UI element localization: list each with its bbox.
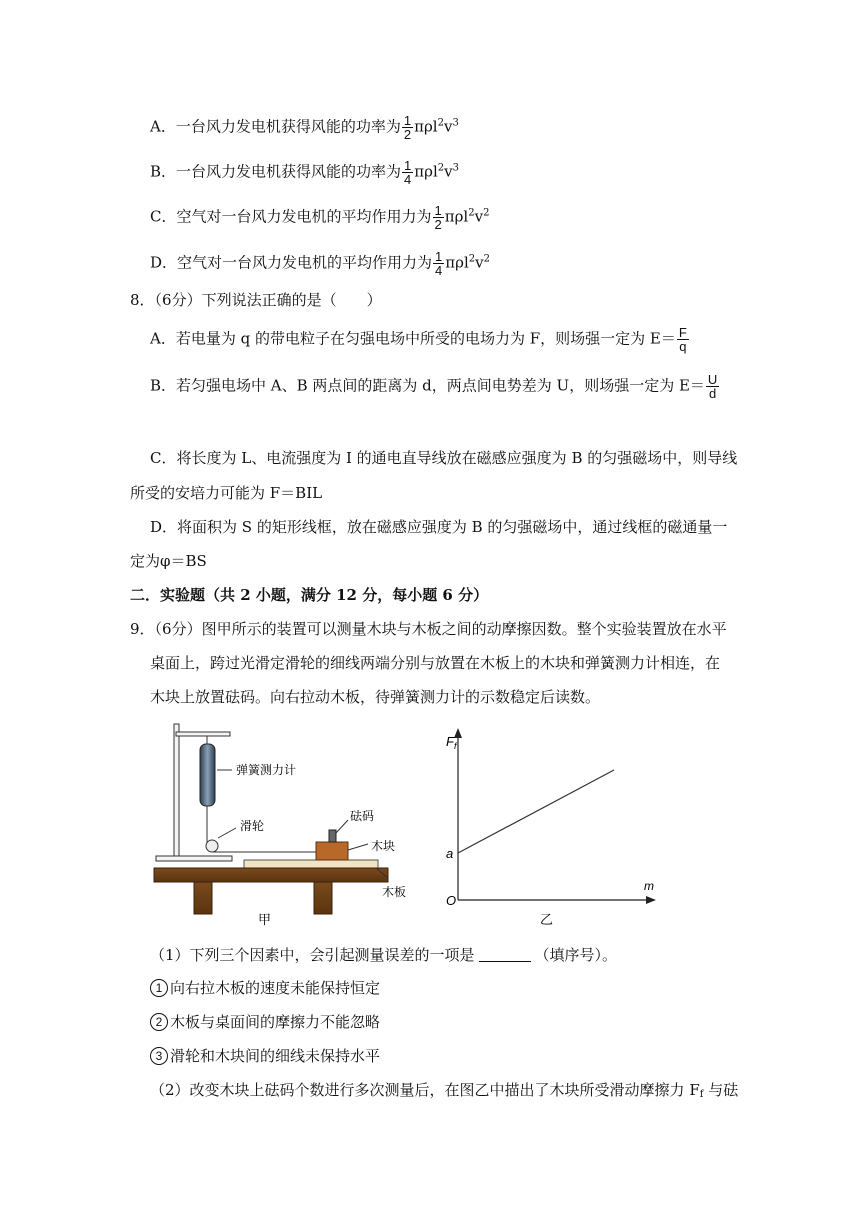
option-text: 一台风力发电机获得风能的功率为 bbox=[175, 117, 401, 136]
exponent: 2 bbox=[483, 207, 490, 219]
formula-var: v bbox=[474, 207, 484, 226]
stand-arm bbox=[176, 732, 230, 736]
q7-option-c bbox=[150, 204, 489, 231]
option-text: 空气对一台风力发电机的平均作用力为 bbox=[176, 207, 432, 226]
weight-label: 砝码 bbox=[350, 809, 375, 823]
denominator: 2 bbox=[434, 217, 442, 232]
q9-sub2 bbox=[150, 1079, 738, 1101]
item-number: 1 bbox=[150, 979, 168, 997]
formula-var: v bbox=[443, 117, 453, 136]
exponent: 2 bbox=[483, 253, 490, 265]
numerator: 1 bbox=[403, 113, 412, 128]
stand-pole bbox=[174, 724, 179, 856]
fraction bbox=[706, 373, 719, 400]
q8-option-c-line2: 所受的安培力可能为 F＝BIL bbox=[130, 484, 323, 502]
sub2-tail: 与砝 bbox=[703, 1081, 739, 1099]
numerator: U bbox=[707, 372, 718, 387]
formula-var: v bbox=[475, 253, 484, 272]
formula-var: v bbox=[444, 162, 453, 181]
answer-blank[interactable] bbox=[479, 947, 531, 962]
y-axis-label: $F_f$ bbox=[446, 734, 457, 751]
denominator: 2 bbox=[403, 127, 412, 142]
q9-item-3 bbox=[150, 1045, 380, 1067]
fraction bbox=[402, 159, 413, 186]
y-axis-arrow bbox=[454, 728, 462, 738]
block-label: 木块 bbox=[371, 839, 396, 853]
stand-base bbox=[156, 856, 232, 861]
exponent: 2 bbox=[437, 162, 445, 174]
option-text: 一台风力发电机获得风能的功率为 bbox=[176, 162, 402, 181]
leader-line bbox=[336, 820, 348, 833]
q9-line2: 桌面上，跨过光滑定滑轮的细线两端分别与放置在木板上的木块和弹簧测力计相连，在 bbox=[150, 654, 721, 672]
formula-tail: πρl bbox=[414, 162, 438, 181]
table-leg-left bbox=[194, 882, 212, 914]
q7-option-a bbox=[150, 114, 459, 141]
q8-stem: 8．（6分）下列说法正确的是（ ） bbox=[130, 291, 382, 309]
table-leg-right bbox=[314, 882, 332, 914]
sub1-text: （1）下列三个因素中，会引起测量误差的一项是 bbox=[150, 946, 475, 964]
weight bbox=[329, 830, 336, 842]
origin-label: O bbox=[446, 893, 457, 908]
exponent: 2 bbox=[437, 117, 444, 129]
exponent: 2 bbox=[468, 207, 475, 219]
option-text: B．若匀强电场中 A、B 两点间的距离为 d，两点间电势差为 U，则场强一定为 E＝ bbox=[150, 376, 705, 395]
item-text: 木板与桌面间的摩擦力不能忽略 bbox=[170, 1013, 381, 1031]
q9-line3: 木块上放置砝码。向右拉动木板，待弹簧测力计的示数稳定后读数。 bbox=[150, 688, 601, 706]
denominator: 4 bbox=[435, 263, 443, 278]
numerator: 1 bbox=[434, 203, 442, 218]
pulley-label: 滑轮 bbox=[240, 819, 265, 833]
q9-item-1 bbox=[150, 977, 380, 999]
q9-line1: 9．（6分）图甲所示的装置可以测量木块与木板之间的动摩擦因数。整个实验装置放在水平 bbox=[130, 620, 727, 638]
item-text: 滑轮和木块间的细线未保持水平 bbox=[170, 1047, 381, 1065]
option-label: A． bbox=[150, 117, 176, 136]
intercept-label: a bbox=[446, 846, 454, 861]
spring-scale bbox=[200, 744, 215, 806]
option-label: C． bbox=[150, 207, 177, 226]
q7-option-b bbox=[150, 159, 459, 186]
formula-tail: πρl bbox=[414, 117, 438, 136]
q9-item-2 bbox=[150, 1011, 380, 1033]
item-number: 3 bbox=[150, 1047, 168, 1065]
subscript: f bbox=[699, 1089, 704, 1100]
figure-caption-b: 乙 bbox=[540, 912, 554, 927]
wood-block bbox=[316, 842, 348, 860]
item-text: 向右拉木板的速度未能保持恒定 bbox=[170, 979, 381, 997]
section-heading: 二．实验题（共 2 小题，满分 12 分，每小题 6 分） bbox=[130, 586, 489, 604]
x-axis-label: m bbox=[644, 879, 654, 893]
fraction bbox=[402, 114, 413, 141]
q8-option-d-line2: 定为φ＝BS bbox=[130, 552, 207, 570]
board-label: 木板 bbox=[382, 885, 407, 899]
option-text: 空气对一台风力发电机的平均作用力为 bbox=[177, 253, 433, 272]
sub2-text: （2）改变木块上砝码个数进行多次测量后，在图乙中描出了木块所受滑动摩擦力 F bbox=[150, 1081, 700, 1099]
fraction bbox=[433, 250, 444, 277]
numerator: F bbox=[678, 325, 687, 340]
data-line bbox=[458, 770, 614, 853]
q8-option-b bbox=[150, 373, 720, 400]
option-label: B． bbox=[150, 162, 177, 181]
option-label: D． bbox=[150, 253, 178, 272]
denominator: d bbox=[709, 386, 717, 401]
numerator: 1 bbox=[435, 249, 443, 264]
exponent: 3 bbox=[452, 117, 459, 129]
denominator: 4 bbox=[404, 172, 412, 187]
formula-tail: πρl bbox=[445, 253, 469, 272]
table-top bbox=[154, 868, 388, 882]
fraction bbox=[433, 204, 444, 231]
board bbox=[244, 860, 378, 868]
sub1-tail: （填序号）。 bbox=[534, 946, 618, 964]
leader-line bbox=[348, 844, 368, 850]
exponent: 3 bbox=[452, 162, 459, 174]
figure-caption-a: 甲 bbox=[258, 912, 272, 927]
leader-line bbox=[218, 828, 236, 838]
option-text: A．若电量为 q 的带电粒子在匀强电场中所受的电场力为 F，则场强一定为 E＝ bbox=[150, 329, 676, 348]
q8-option-a bbox=[150, 326, 690, 353]
item-number: 2 bbox=[150, 1013, 168, 1031]
x-axis-arrow bbox=[646, 896, 656, 904]
figure-apparatus bbox=[150, 720, 420, 930]
pulley bbox=[206, 840, 218, 852]
formula-tail: πρl bbox=[444, 207, 469, 226]
figure-graph bbox=[438, 722, 668, 930]
spring-label: 弹簧测力计 bbox=[236, 763, 297, 777]
exponent: 2 bbox=[468, 253, 476, 265]
denominator: q bbox=[679, 339, 687, 354]
q8-option-c-line1: C．将长度为 L、电流强度为 I 的通电直导线放在磁感应强度为 B 的匀强磁场中，则导线 bbox=[150, 449, 738, 467]
q9-sub1 bbox=[150, 944, 617, 966]
fraction bbox=[677, 326, 689, 353]
q8-option-d-line1: D．将面积为 S 的矩形线框，放在磁感应强度为 B 的匀强磁场中，通过线框的磁通量一 bbox=[150, 518, 728, 536]
numerator: 1 bbox=[404, 158, 412, 173]
q7-option-d bbox=[150, 250, 490, 277]
